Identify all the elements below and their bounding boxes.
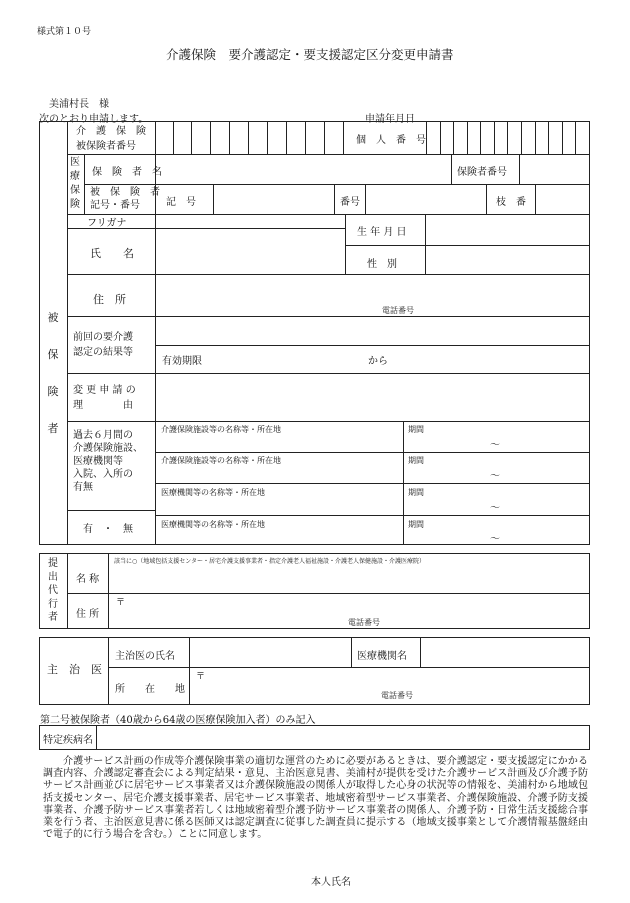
facility-period-label-4: 期間 [408,520,424,529]
facility-name-field-1[interactable] [156,435,402,450]
facility-period-label-2: 期間 [408,456,424,465]
addressee: 美浦村長 様 [49,99,109,110]
doctor-name-label: 主治医の氏名 [115,651,175,662]
institution-label: 医療機関名 [357,651,407,662]
agent-name-label: 名 称 [76,574,100,585]
address-field[interactable] [156,275,589,315]
second-insured-note: 第二号被保険者（40歳から64歳の医療保険加入者）のみ記入 [40,715,316,726]
facility-period-field-2[interactable] [404,466,589,481]
medical-insurance-label: 医 療 保 険 [70,157,80,210]
signature-label: 本人氏名 [311,877,351,888]
agent-name-field[interactable] [109,566,589,592]
application-date-label: 申請年月日 [365,114,415,125]
bango-label: 番号 [340,197,360,208]
from-label: から [368,356,388,367]
edaban-field[interactable] [536,185,589,213]
facility-name-field-4[interactable] [156,530,402,544]
facility-name-field-3[interactable] [156,498,402,513]
my-number-field[interactable] [427,122,589,153]
facility-name-field-2[interactable] [156,466,402,481]
doctor-phone-label: 電話番号 [381,691,413,700]
validity-field[interactable] [210,346,589,372]
change-reason-field[interactable] [156,374,589,420]
phone-label: 電話番号 [382,306,414,315]
kigo-label: 記 号 [166,197,196,208]
facility-period-field-4[interactable] [404,530,589,544]
facility-name-label-3: 医療機関等の名称等・所在地 [161,488,265,497]
intro-text: 次のとおり申請します。 [39,114,149,125]
facility-name-label-4: 医療機関等の名称等・所在地 [161,520,265,529]
facility-name-label-1: 介護保険施設等の名称等・所在地 [161,425,281,434]
facility-period-field-1[interactable] [404,435,589,450]
bango-field[interactable] [366,185,485,213]
sex-label: 性 別 [367,259,397,270]
agent-address-label: 住 所 [76,609,100,620]
facility-period-tilde-4: ～ [490,534,500,545]
disease-label: 特定疾病名 [43,735,93,746]
page-title: 介護保険 要介護認定・要支援認定区分変更申請書 [166,47,454,62]
institution-field[interactable] [421,638,589,666]
facility-period-tilde-1: ～ [490,440,500,451]
insurer-name-field[interactable] [156,155,450,183]
sex-field[interactable] [426,246,589,273]
facility-period-field-3[interactable] [404,498,589,513]
previous-result-label: 前回の要介護 認定の結果等 [73,332,133,358]
address-label: 住 所 [93,293,126,306]
disease-field[interactable] [97,726,589,749]
agent-phone-label: 電話番号 [348,618,380,627]
yes-no-selector[interactable]: 有 ・ 無 [83,524,133,535]
doctor-address-label: 所 在 地 [115,684,185,695]
doctor-name-field[interactable] [190,638,350,666]
name-label: 氏 名 [90,247,134,260]
symbol-number-label: 被 保 険 者 記号・番号 [90,187,160,211]
doctor-section-label: 主 治 医 [47,663,102,676]
facility-period-tilde-3: ～ [490,503,500,514]
agent-applicable-note[interactable]: 該当に○（地域包括支援センター・居宅介護支援事業者・指定介護老人福祉施設・介護老人保健施設・介護医療院） [114,558,425,565]
furigana-field[interactable] [156,215,344,228]
consent-text: 介護サービス計画の作成等介護保険事業の適切な運営のために必要があるときは、要介護認定・要支援認定にかかる調査内容、介護認定審査会による判定結果・意見、主治医意見書、美浦村が提供を受けた介護サービス計画及び介護予防サービス計画並びに居宅サービス事業者又は介護保険施設の関係人が取得した心身の状況等の情報を、美浦村から地域包括支援センター、居宅介護支援事業者、居宅サービス事業者、地域密着型サービス事業者、介護保険施設、介護予防支援事業者、介護予防サービス事業者若しくは地域密着型介護予防サービス事業者の関係人、介護予防・日常生活支援総合事業を行う者、主治医意見書に係る医師又は認定調査に従事した調査員に提示する（地域支援事業として介護情報基盤経由で電子的に行う場合を含む。）ことに同意します。 [43,756,588,841]
previous-result-field[interactable] [156,317,589,344]
facility-period-tilde-2: ～ [490,471,500,482]
name-field[interactable] [156,229,344,273]
insured-number-label: 介 護 保 険 被保険者番号 [76,126,146,152]
furigana-label: フリガナ [87,218,127,229]
birthdate-field[interactable] [426,215,589,244]
insurer-number-field[interactable] [520,155,589,183]
facility-period-label-1: 期間 [408,425,424,434]
facility-period-label-3: 期間 [408,488,424,497]
insured-section-label: 被 保 険 者 [47,311,59,435]
form-number: 様式第１０号 [37,27,92,37]
insurer-number-label: 保険者番号 [457,167,507,178]
agent-section-label: 提 出 代 行 者 [48,558,58,623]
validity-label: 有効期限 [162,356,202,367]
change-reason-label: 変 更 申 請 の 理 由 [73,385,136,411]
facility-history-label: 過去６月間の 介護保険施設、 医療機関等 入院、入所の 有無 [73,430,143,493]
insurer-name-label: 保 険 者 名 [92,167,162,178]
signature-field[interactable] [360,868,580,886]
facility-name-label-2: 介護保険施設等の名称等・所在地 [161,456,281,465]
birthdate-label: 生 年 月 日 [357,227,407,238]
insured-number-field[interactable] [156,122,342,153]
doctor-postal-mark: 〒 [196,672,206,682]
my-number-label: 個 人 番 号 [356,135,426,146]
kigo-field[interactable] [214,185,333,213]
application-date-field[interactable] [425,108,585,122]
edaban-label: 枝 番 [496,197,526,208]
agent-postal-mark: 〒 [116,598,126,608]
